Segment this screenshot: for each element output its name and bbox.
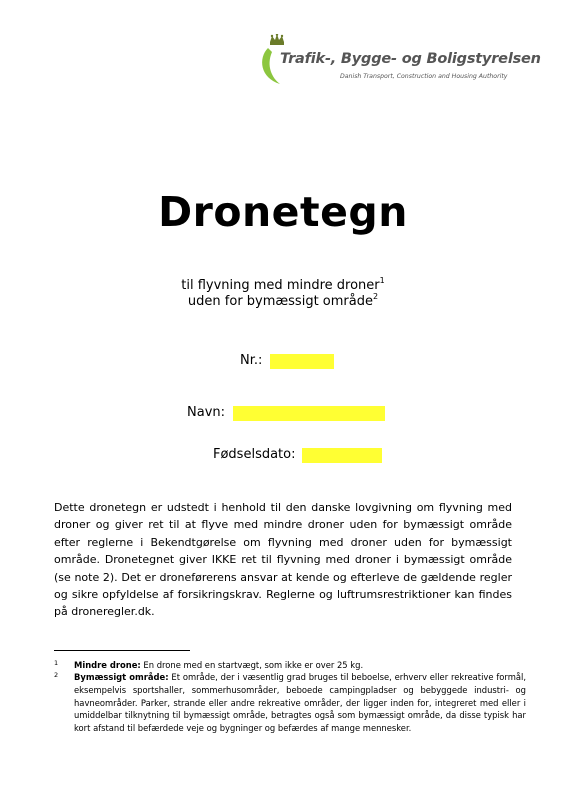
footnote-ref-1: 1	[379, 275, 385, 285]
agency-logo	[258, 34, 548, 96]
footnote-1-text: En drone med en startvægt, som ikke er over 25 kg.	[140, 660, 364, 670]
footnote-1-number: 1	[54, 659, 59, 667]
document-title: Dronetegn	[158, 188, 408, 236]
subtitle-line-2: uden for bymæssigt område	[187, 294, 373, 309]
agency-name-english: Danish Transport, Construction and Housing Authority	[340, 73, 508, 80]
subtitle-line-1: til flyvning med mindre droner	[181, 278, 380, 293]
footnote-2-term: Bymæssigt område:	[74, 672, 169, 682]
footnote-divider	[54, 650, 190, 651]
footnote-2-text: Et område, der i væsentlig grad bruges til beboelse, erhverv eller rekreative formål, eksempelvis sportshaller, sommerhusområder, beboede campingpladser og bebyggede industri- og havneområder. Parker, strande eller andre rekreative områder, der ligger inden for, integreret med eller i umiddelbar tilknytning til bymæssigt område, betragtes også som bymæssigt område, da disse typisk har kort afstand til befærdede veje og bygninger og befærdes af mange mennesker.	[74, 672, 527, 734]
nr-field[interactable]	[270, 354, 334, 369]
footnote-1-term: Mindre drone:	[74, 660, 141, 670]
footnote-ref-2: 2	[372, 291, 379, 301]
agency-name: Trafik-, Bygge- og Boligstyrelsen	[280, 51, 541, 67]
footnote-2-number: 2	[54, 671, 59, 679]
foedselsdato-label: Fødselsdato:	[213, 447, 296, 462]
navn-label: Navn:	[187, 405, 226, 420]
foedselsdato-field[interactable]	[302, 448, 382, 463]
navn-field[interactable]	[233, 406, 385, 421]
body-paragraph: Dette dronetegn er udstedt i henhold til den danske lovgivning om flyvning med droner og giver ret til at flyve med mindre droner uden for bymæssigt område efter reglerne i Bekendtgørelse om flyvning med droner uden for bymæssigt område. Dronetegnet giver IKKE ret til flyvning med droner i bymæssigt område (se note 2). Det er droneførerens ansvar at kende og efterleve de gældende regler og sikre opfyldelse af forsikringskrav. Reglerne og luftrumsrestriktioner kan findes på droneregler.dk.	[54, 501, 512, 619]
nr-label: Nr.:	[240, 353, 263, 368]
document-subtitle	[0, 275, 566, 310]
